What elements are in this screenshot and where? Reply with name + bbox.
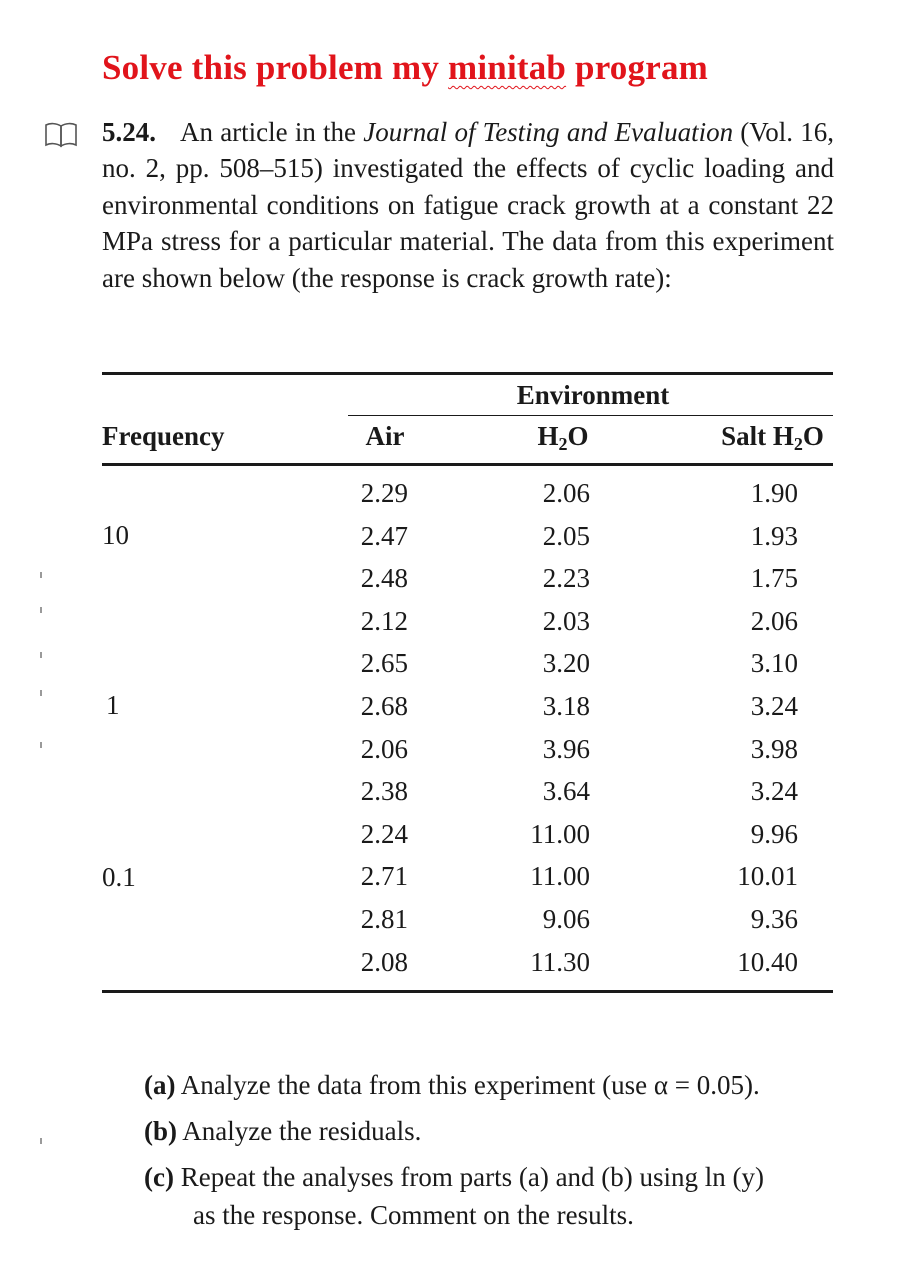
table-cell-h2o: 3.96 xyxy=(542,733,590,764)
margin-mark xyxy=(40,742,42,748)
question-part-b xyxy=(144,1112,844,1150)
column-header-h2o xyxy=(500,421,626,452)
table-cell-air: 2.68 xyxy=(360,691,408,721)
column-header-salt-h2o-subscript: 2 xyxy=(793,434,803,454)
problem-number: 5.24. xyxy=(102,117,156,147)
journal-title: Journal of Testing and Evaluation xyxy=(363,117,734,147)
table-cell-h2o: 2.23 xyxy=(542,563,590,594)
part-a-text: Analyze the data from this experiment (use α = 0.05). xyxy=(180,1070,760,1100)
table-cell-h2o: 9.06 xyxy=(542,904,590,934)
table-cell-air: 2.38 xyxy=(360,776,408,807)
table-cell-air: 2.29 xyxy=(360,478,408,508)
problem-statement xyxy=(102,114,834,296)
table-cell-salt-h2o: 3.24 xyxy=(750,691,798,721)
problem-text-rest: (Vol. 16, no. 2, pp. 508–515) investigated the effects of cyclic loading and environmental conditions on fatigue crack growth at a constant 22 MPa stress for a particular material. The data from this experiment are shown below (the response is crack growth rate): xyxy=(102,117,834,293)
part-b-letter: (b) xyxy=(144,1116,177,1146)
margin-mark xyxy=(40,1138,42,1144)
table-cell-air: 2.08 xyxy=(360,946,408,977)
table-cell-air: 2.06 xyxy=(360,733,408,764)
table-cell-h2o: 3.20 xyxy=(542,648,590,679)
table-cell-salt-h2o: 1.75 xyxy=(750,563,798,594)
column-header-salt-h2o xyxy=(690,421,855,452)
question-part-a xyxy=(144,1066,844,1104)
table-cell-air: 2.81 xyxy=(360,904,408,934)
header-note-text-after: program xyxy=(566,48,709,87)
margin-mark xyxy=(40,690,42,696)
table-cell-salt-h2o: 2.06 xyxy=(750,605,798,636)
part-b-text: Analyze the residuals. xyxy=(182,1116,422,1146)
frequency-label-10: 10 xyxy=(102,520,129,550)
column-header-salt-h2o-suffix: O xyxy=(802,421,824,451)
part-c-letter: (c) xyxy=(144,1162,174,1192)
column-header-air: Air xyxy=(365,421,405,451)
environment-group-rule xyxy=(348,415,833,416)
part-a-letter: (a) xyxy=(144,1070,176,1100)
table-cell-air: 2.71 xyxy=(360,861,408,892)
table-cell-salt-h2o: 10.01 xyxy=(737,861,798,892)
column-header-h2o-base: H xyxy=(537,421,559,451)
table-cell-air: 2.65 xyxy=(360,648,408,679)
problem-text-lead: An article in the xyxy=(180,117,364,147)
table-cell-salt-h2o: 1.90 xyxy=(750,478,798,508)
table-cell-h2o: 2.06 xyxy=(542,478,590,508)
table-top-rule xyxy=(102,372,833,375)
table-header-rule xyxy=(102,463,833,466)
environment-header: Environment xyxy=(516,380,670,410)
book-icon xyxy=(44,120,78,148)
table-cell-salt-h2o: 10.40 xyxy=(737,946,798,977)
margin-mark xyxy=(40,572,42,578)
header-note xyxy=(102,48,708,88)
question-part-c xyxy=(144,1158,844,1234)
part-c-text: Repeat the analyses from parts (a) and (b) using ln (y) xyxy=(180,1162,765,1192)
header-note-text-before: Solve this problem my xyxy=(102,48,448,87)
column-header-h2o-suffix: O xyxy=(567,421,589,451)
margin-mark xyxy=(40,607,42,613)
table-cell-air: 2.48 xyxy=(360,563,408,594)
frequency-label-0.1: 0.1 xyxy=(102,862,136,892)
table-bottom-rule xyxy=(102,990,833,993)
table-cell-salt-h2o: 3.98 xyxy=(750,733,798,764)
question-parts xyxy=(144,1066,844,1242)
column-header-salt-h2o-base: Salt H xyxy=(721,421,794,451)
frequency-label-1: 1 xyxy=(106,690,120,720)
table-cell-salt-h2o: 3.10 xyxy=(750,648,798,679)
table-cell-salt-h2o: 9.96 xyxy=(750,818,798,849)
table-cell-h2o: 2.05 xyxy=(542,520,590,551)
column-header-h2o-subscript: 2 xyxy=(558,434,568,454)
table-cell-h2o: 3.64 xyxy=(542,776,590,807)
table-cell-salt-h2o: 3.24 xyxy=(750,776,798,807)
table-cell-h2o: 3.18 xyxy=(542,691,590,721)
table-cell-h2o: 11.30 xyxy=(530,946,590,977)
part-c-continuation: as the response. Comment on the results. xyxy=(193,1200,634,1230)
table-cell-air: 2.24 xyxy=(360,818,408,849)
table-cell-h2o: 2.03 xyxy=(542,605,590,636)
table-cell-h2o: 11.00 xyxy=(530,861,590,892)
table-cell-air: 2.47 xyxy=(360,520,408,551)
table-cell-salt-h2o: 1.93 xyxy=(750,520,798,551)
table-cell-h2o: 11.00 xyxy=(530,818,590,849)
spell-check-underlined-word: minitab xyxy=(448,48,567,87)
table-cell-salt-h2o: 9.36 xyxy=(750,904,798,934)
table-cell-air: 2.12 xyxy=(360,605,408,636)
margin-mark xyxy=(40,652,42,658)
frequency-header: Frequency xyxy=(102,421,225,451)
